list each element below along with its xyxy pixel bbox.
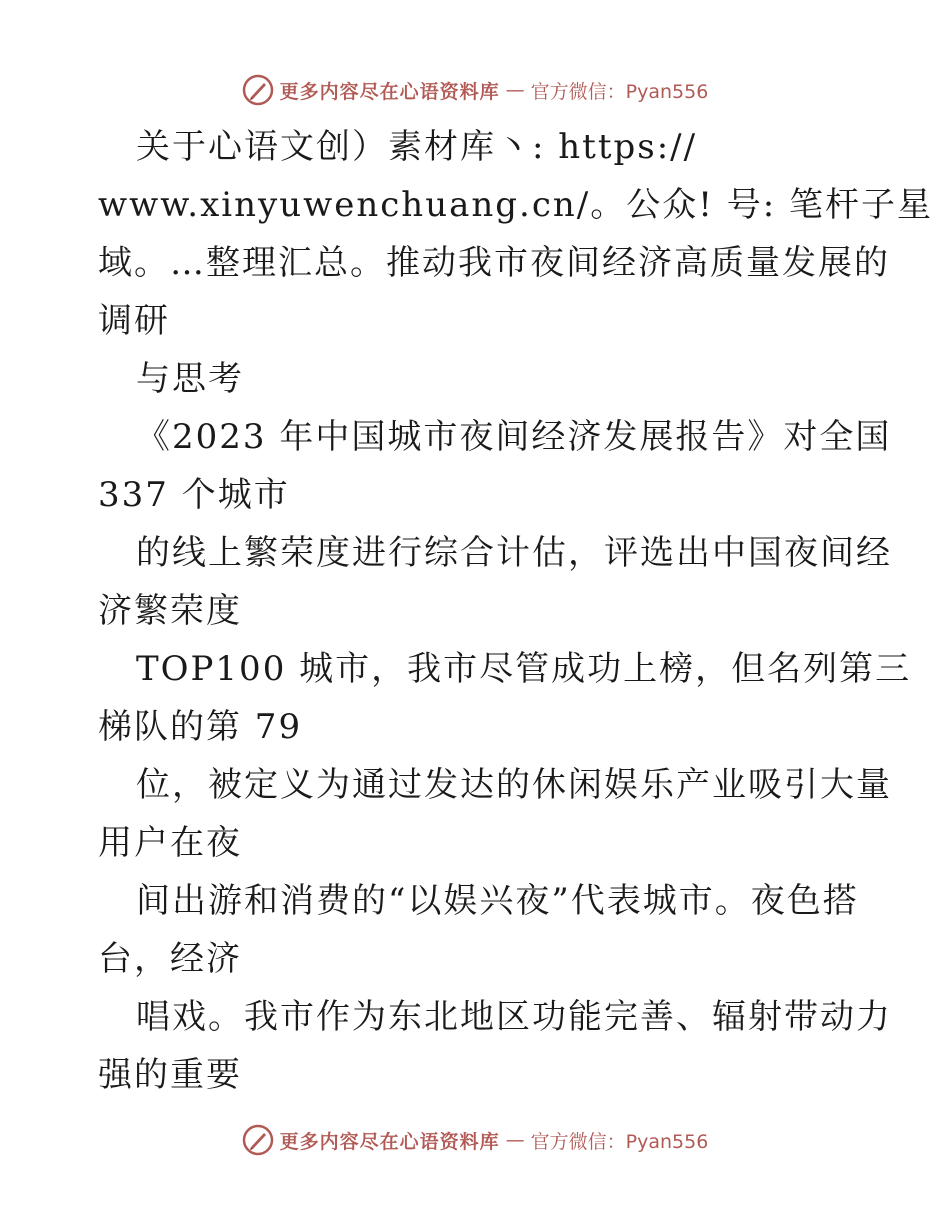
body-line: 337 个城市 [98, 475, 290, 515]
body-line: 梯队的第 79 [98, 707, 303, 747]
body-line: TOP100 城市，我市尽管成功上榜，但名列第三 [136, 649, 912, 689]
body-line: 强的重要 [98, 1055, 242, 1095]
banner-title: 更多内容尽在心语资料库 [279, 80, 500, 103]
quill-logo-icon [242, 74, 274, 106]
body-line: 济繁荣度 [98, 591, 242, 631]
banner-separator: — [505, 1129, 525, 1151]
footer-banner [0, 1120, 950, 1160]
body-line: 唱戏。我市作为东北地区功能完善、辐射带动力 [136, 997, 892, 1037]
quill-logo-icon [242, 1124, 274, 1156]
document-body [98, 118, 933, 1104]
body-line: 的线上繁荣度进行综合计估，评选出中国夜间经 [136, 533, 892, 573]
body-line: 《2023 年中国城市夜间经济发展报告》对全国 [136, 417, 892, 457]
footer-banner-inner [242, 1124, 709, 1156]
body-line: 域。…整理汇总。推动我市夜间经济高质量发展的 [98, 243, 890, 283]
body-line: www.xinyuwenchuang.cn/。公众! 号: 笔杆子星 [98, 185, 933, 225]
banner-contact: 官方微信：Pyan556 [530, 1130, 709, 1153]
banner-contact: 官方微信：Pyan556 [530, 80, 709, 103]
body-line: 与思考 [136, 359, 244, 399]
body-line: 调研 [98, 301, 170, 341]
header-banner [0, 70, 950, 110]
banner-separator: — [505, 79, 525, 101]
body-line: 间出游和消费的“以娱兴夜”代表城市。夜色搭 [136, 881, 859, 921]
body-line: 用户在夜 [98, 823, 242, 863]
body-line: 关于心语文创）素材库丶: https:// [136, 127, 698, 167]
body-line: 位，被定义为通过发达的休闲娱乐产业吸引大量 [136, 765, 892, 805]
header-banner-inner [242, 74, 709, 106]
banner-title: 更多内容尽在心语资料库 [279, 1130, 500, 1153]
body-line: 台，经济 [98, 939, 242, 979]
